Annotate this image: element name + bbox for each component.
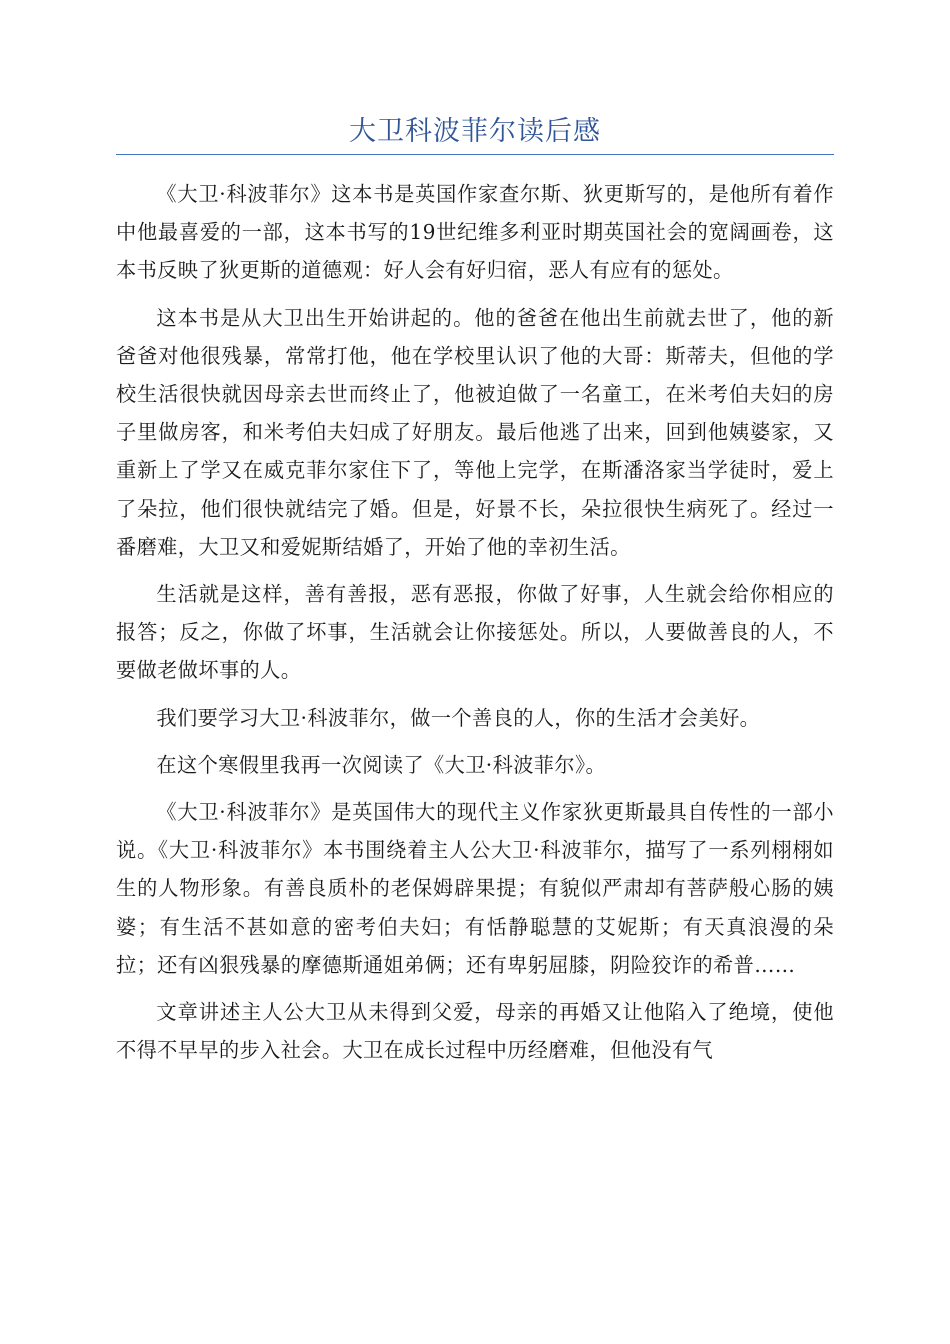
- paragraph-3: 生活就是这样，善有善报，恶有恶报，你做了好事，人生就会给你相应的报答；反之，你做了坏事，生活就会让你接惩处。所以，人要做善良的人，不要做老做坏事的人。: [116, 582, 834, 683]
- paragraph-1: 《大卫·科波菲尔》这本书是英国作家查尔斯、狄更斯写的，是他所有着作中他最喜爱的一部，这本书写的19世纪维多利亚时期英国社会的宽阔画卷，这本书反映了狄更斯的道德观：好人会有好归宿，恶人有应有的惩处。: [116, 182, 834, 283]
- title-underline: [116, 154, 834, 155]
- document-title: 大卫科波菲尔读后感: [349, 116, 601, 147]
- document-body: [116, 175, 834, 1078]
- paragraph-2: 这本书是从大卫出生开始讲起的。他的爸爸在他出生前就去世了，他的新爸爸对他很残暴，常常打他，他在学校里认识了他的大哥：斯蒂夫，但他的学校生活很快就因母亲去世而终止了，他被迫做了一名童工，在米考伯夫妇的房子里做房客，和米考伯夫妇成了好朋友。最后他逃了出来，回到他姨婆家，又重新上了学又在威克菲尔家住下了，等他上完学，在斯潘洛家当学徒时，爱上了朵拉，他们很快就结完了婚。但是，好景不长，朵拉很快生病死了。经过一番磨难，大卫又和爱妮斯结婚了，开始了他的幸初生活。: [116, 305, 834, 559]
- paragraph-4: 我们要学习大卫·科波菲尔，做一个善良的人，你的生活才会美好。: [156, 705, 761, 730]
- paragraph-5: 在这个寒假里我再一次阅读了《大卫·科波菲尔》。: [156, 752, 607, 777]
- paragraph-6: 《大卫·科波菲尔》是英国伟大的现代主义作家狄更斯最具自传性的一部小说。《大卫·科波菲尔》本书围绕着主人公大卫·科波菲尔，描写了一系列栩栩如生的人物形象。有善良质朴的老保姆辟果提；有貌似严肃却有菩萨般心肠的姨婆；有生活不甚如意的密考伯夫妇；有恬静聪慧的艾妮斯；有天真浪漫的朵拉；还有凶狠残暴的摩德斯通姐弟俩；还有卑躬屈膝，阴险狡诈的希普……: [116, 800, 834, 977]
- paragraph-7: 文章讲述主人公大卫从未得到父爱，母亲的再婚又让他陷入了绝境，使他不得不早早的步入社会。大卫在成长过程中历经磨难，但他没有气: [116, 1000, 834, 1063]
